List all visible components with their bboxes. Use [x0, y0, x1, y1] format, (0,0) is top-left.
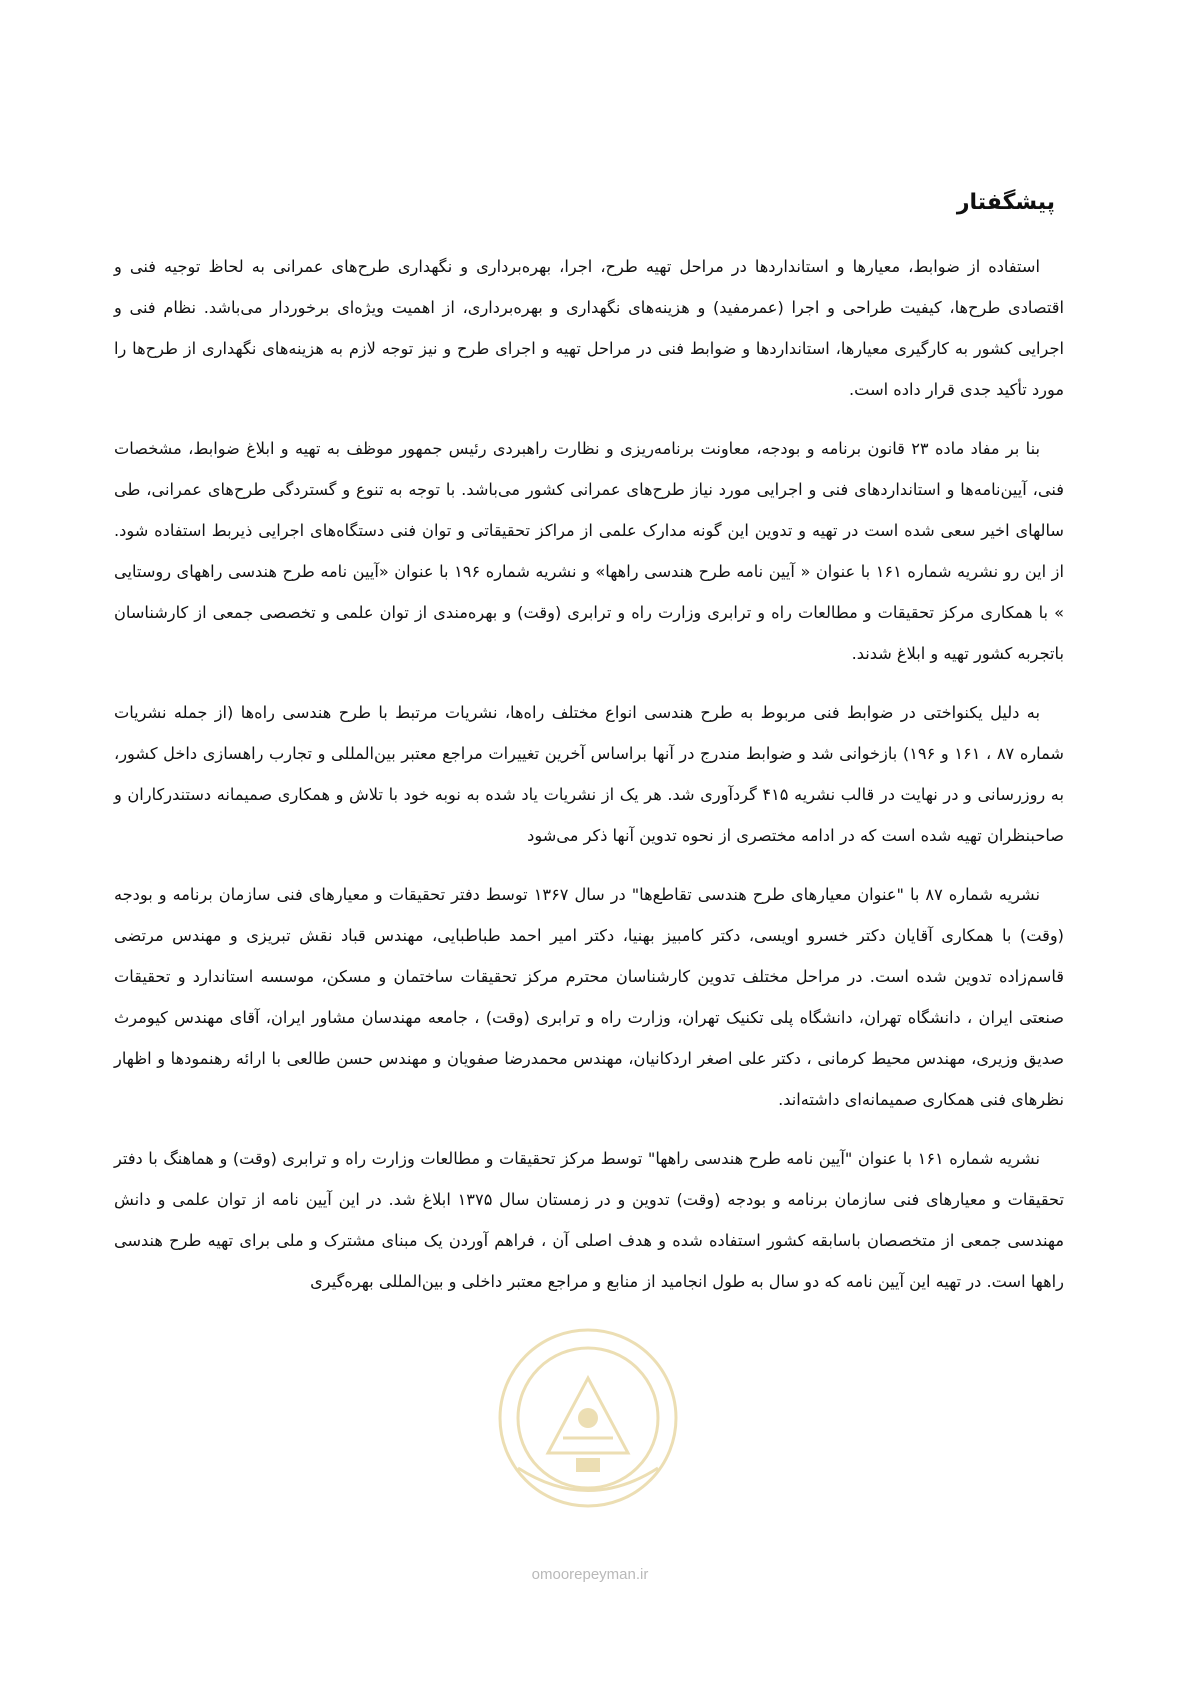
paragraph-1: استفاده از ضوابط، معیارها و استانداردها در مراحل تهیه طرح، اجرا، بهره‌برداری و نگهداری طرح‌های عمرانی به لحاظ توجیه فنی و اقتصادی طرح‌ها، کیفیت طراحی و اجرا (عمرمفید) و هزینه‌های نگهداری و بهره‌برداری، از اهمیت ویژه‌ای برخوردار می‌باشد. نظام فنی و اجرایی کشور به کارگیری معیارها، استانداردها و ضوابط فنی در مراحل تهیه و اجرای طرح و نیز توجه لازم به هزینه‌های نگهداری از طرح‌ها را مورد تأکید جدی قرار داده است. [114, 257, 1064, 399]
document-body [114, 246, 1064, 1320]
paragraph-2: بنا بر مفاد ماده ۲۳ قانون برنامه و بودجه، معاونت برنامه‌ریزی و نظارت راهبردی رئیس جمهور موظف به تهیه و ابلاغ ضوابط، مشخصات فنی، آیین‌نامه‌ها و استانداردهای فنی و اجرایی مورد نیاز طرح‌های عمرانی کشور می‌باشد. با توجه به تنوع و گستردگی طرح‌های عمرانی، طی سالهای اخیر سعی شده است در تهیه و تدوین این گونه مدارک علمی از مراکز تحقیقاتی و توان فنی دستگاه‌های اجرایی ذیربط استفاده شود. از این رو نشریه شماره ۱۶۱ با عنوان « آیین نامه طرح هندسی راهها» و نشریه شماره ۱۹۶ با عنوان «آیین نامه طرح هندسی راههای روستایی » با همکاری مرکز تحقیقات و مطالعات راه و ترابری وزارت راه و ترابری (وقت) و بهره‌مندی از توان علمی و تخصصی جمعی از کارشناسان باتجربه کشور تهیه و ابلاغ شدند. [114, 439, 1064, 663]
paragraph-5: نشریه شماره ۱۶۱ با عنوان "آیین نامه طرح هندسی راهها" توسط مرکز تحقیقات و مطالعات وزارت راه و ترابری (وقت) و هماهنگ با دفتر تحقیقات و معیارهای فنی سازمان برنامه و بودجه (وقت) تدوین و در زمستان سال ۱۳۷۵ ابلاغ شد. در این آیین نامه از توان علمی و دانش مهندسی جمعی از متخصصان باسابقه کشور استفاده شده و هدف اصلی آن ، فراهم آوردن یک مبنای مشترک و ملی برای تهیه طرح هندسی راهها است. در تهیه این آیین نامه که دو سال به طول انجامید از منابع و مراجع معتبر داخلی و بین‌المللی بهره‌گیری [114, 1149, 1064, 1291]
watermark-url: omoorepeyman.ir [531, 1566, 649, 1583]
paragraph-3: به دلیل یکنواختی در ضوابط فنی مربوط به طرح هندسی انواع مختلف راه‌ها، نشریات مرتبط با طرح هندسی راه‌ها (از جمله نشریات شماره ۸۷ ، ۱۶۱ و ۱۹۶) بازخوانی شد و ضوابط مندرج در آنها براساس آخرین تغییرات مراجع معتبر بین‌المللی و تجارب راهسازی داخل کشور، به روزرسانی و در نهایت در قالب نشریه ۴۱۵ گردآوری شد. هر یک از نشریات یاد شده به نوبه خود با تلاش و همکاری صمیمانه دستندرکاران و صاحبنظران تهیه شده است که در ادامه مختصری از نحوه تدوین آنها ذکر می‌شود [114, 703, 1064, 845]
watermark-seal-logo [478, 1318, 698, 1518]
page-title: پیشگفتار [956, 190, 1055, 215]
paragraph-4: نشریه شماره ۸۷ با "عنوان معیارهای طرح هندسی تقاطع‌ها" در سال ۱۳۶۷ توسط دفتر تحقیقات و معیارهای فنی سازمان برنامه و بودجه (وقت) با همکاری آقایان دکتر خسرو اویسی، دکتر کامبیز بهنیا، دکتر امیر احمد طباطبایی، مهندس قباد نقش تبریزی و مهندس مرتضی قاسم‌زاده تدوین شده است. در مراحل مختلف تدوین کارشناسان محترم مرکز تحقیقات ساختمان و مسکن، موسسه استاندارد و تحقیقات صنعتی ایران ، دانشگاه تهران، دانشگاه پلی تکنیک تهران، وزارت راه و ترابری (وقت) ، جامعه مهندسان مشاور ایران، آقای مهندس کیومرث صدیق وزیری، مهندس محیط کرمانی ، دکتر علی اصغر اردکانیان، مهندس محمدرضا صفویان و مهندس حسن طالعی با ارائه رهنمودها و اظهار نظرهای فنی همکاری صمیمانه‌ای داشته‌اند. [114, 885, 1064, 1109]
